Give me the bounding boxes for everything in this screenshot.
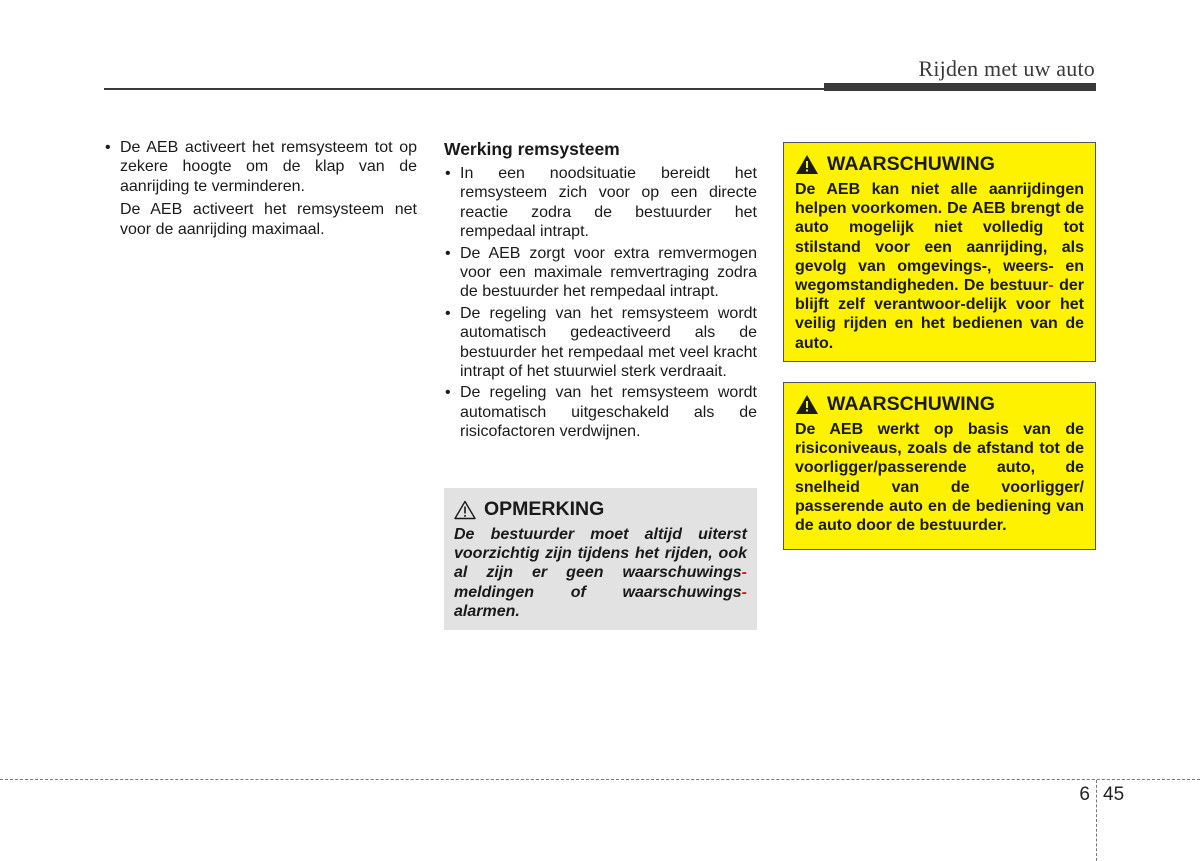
caution-outline-icon [454, 500, 476, 520]
note-title: OPMERKING [484, 498, 605, 520]
warning-title: WAARSCHUWING [827, 153, 995, 175]
warning-triangle-icon [795, 154, 819, 175]
warning-body: De AEB werkt op basis van de risiconiveaus, zoals de afstand tot de voorligger/passerende auto, de snelheid van de voorligger/ passerende auto en de bediening van de auto door de bestuurder. [795, 421, 1084, 535]
note-header [454, 498, 747, 521]
list-item: • De regeling van het remsysteem wordt automatisch uitgeschakeld als de risicofactoren verdwijnen. [444, 383, 757, 441]
warning-text: der blijft zelf verantwoor-delijk voor het veilig rijden en het bedienen van de auto. [795, 277, 1085, 352]
warning-title: WAARSCHUWING [827, 393, 995, 415]
section-heading: Werking remsysteem [444, 139, 620, 159]
list-item: • De AEB activeert het remsysteem tot op zekere hoogte om de klap van de aanrijding te verminderen. [104, 138, 417, 196]
page-number: 45 [1103, 784, 1125, 805]
warning-header [795, 393, 1084, 416]
column-middle [444, 138, 757, 444]
warning-box [783, 382, 1096, 550]
header-rule [104, 88, 826, 90]
footer-divider [1096, 780, 1097, 861]
continuation-text: De AEB activeert het remsysteem net voor de aanrijding maximaal. [120, 201, 417, 238]
footer-rule [0, 779, 1200, 780]
hyphen-mark: - [741, 564, 747, 582]
warning-header [795, 153, 1084, 176]
warning-triangle-icon [795, 394, 819, 415]
note-text: De bestuurder moet altijd uiterst voorzichtig zijn tijdens het rijden, ook al zijn er geen waarschuwings [454, 526, 747, 582]
list-item: • De AEB zorgt voor extra remvermogen voor een maximale remvertraging zodra de bestuurder het rempedaal intrapt. [444, 244, 757, 302]
warning-text: De AEB kan niet alle aanrijdingen helpen voorkomen. De AEB brengt de auto mogelijk niet volledig tot stilstand voor een aanrijding, als gevolg van omgevings-, weers- en wegomstandigheden. De bestuur [795, 181, 1084, 295]
note-box [444, 488, 757, 630]
column-left [104, 138, 417, 239]
warning-body [795, 180, 1084, 353]
header-rule-accent [824, 83, 1096, 91]
note-text: alarmen. [454, 602, 520, 620]
chapter-title: Rijden met uw auto [918, 56, 1095, 81]
chapter-number: 6 [1079, 784, 1090, 805]
bullet-list [444, 164, 757, 442]
warning-box [783, 142, 1096, 362]
hyphen-mark: - [1048, 277, 1054, 295]
note-body [454, 525, 747, 621]
bullet-list [104, 138, 417, 196]
note-text: meldingen of waarschuwings [454, 583, 742, 601]
list-item: • De regeling van het remsysteem wordt automatisch gedeactiveerd als de bestuurder het rempedaal met veel kracht intrapt of het stuurwiel sterk verdraait. [444, 304, 757, 382]
hyphen-mark: - [741, 583, 747, 601]
list-item: • In een noodsituatie bereidt het remsysteem zich voor op een directe reactie zodra de bestuurder het rempedaal intrapt. [444, 164, 757, 242]
